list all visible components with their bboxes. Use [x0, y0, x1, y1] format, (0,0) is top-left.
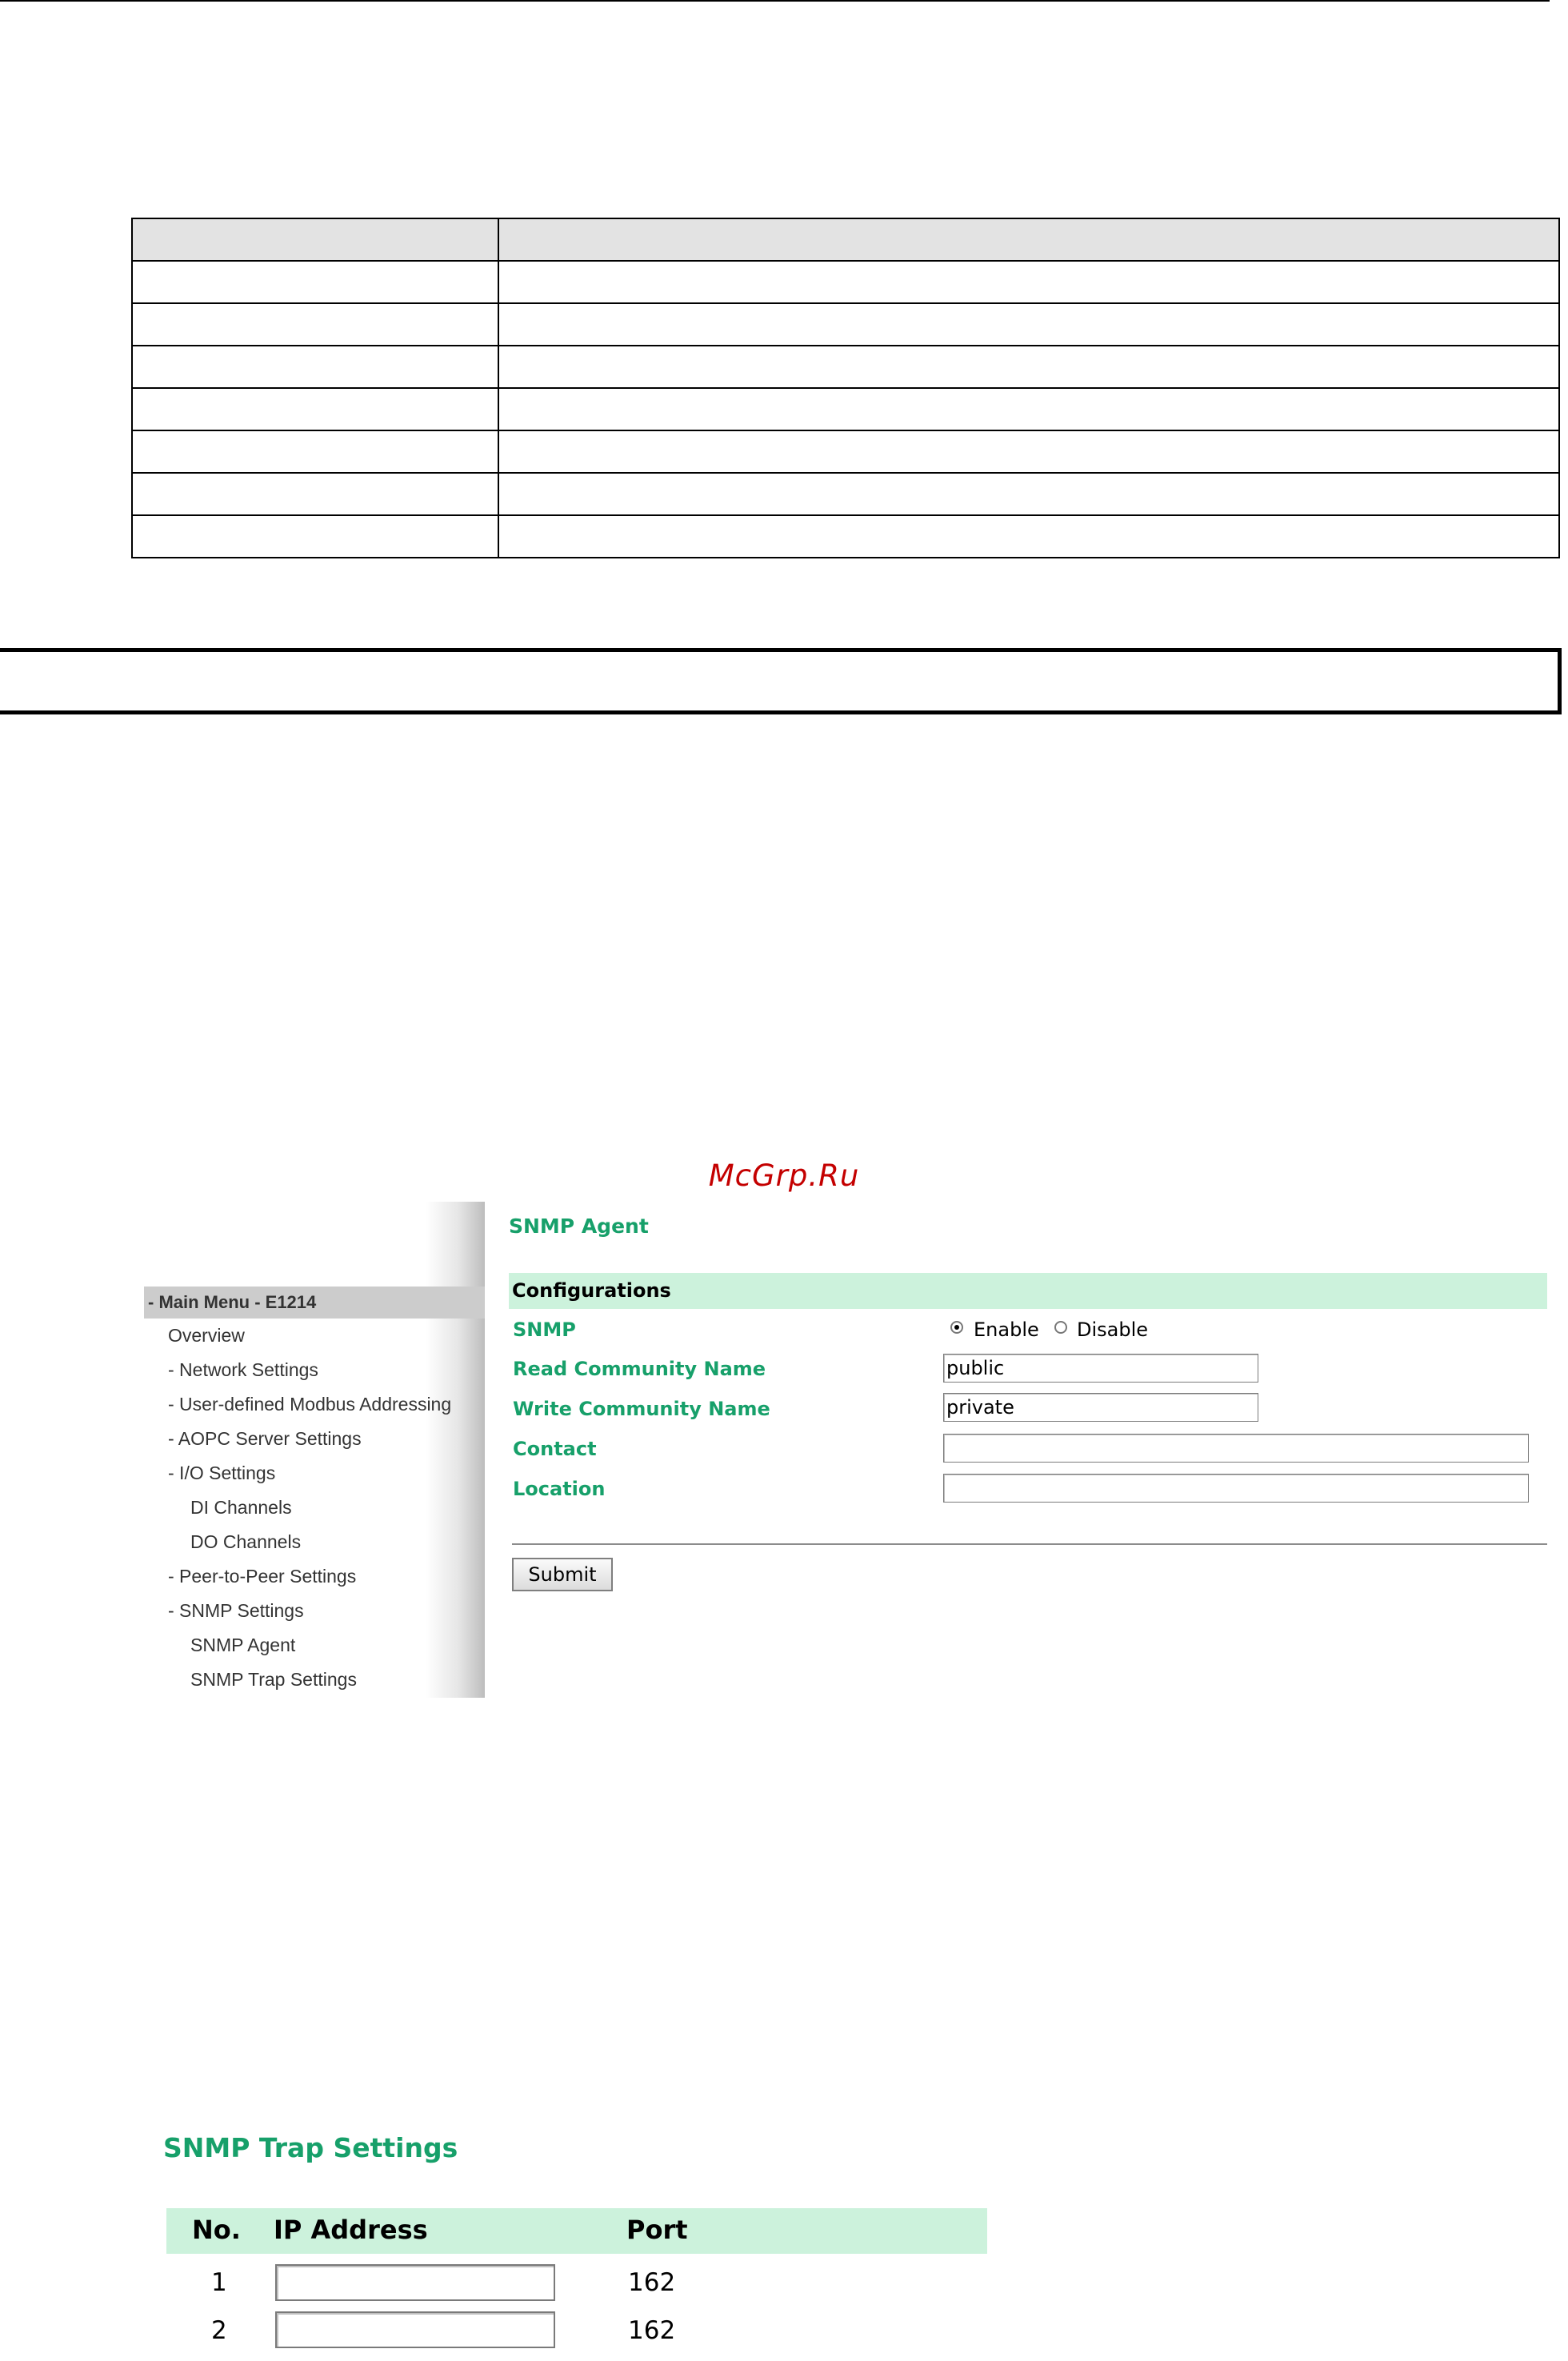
trap-row-no: 1: [211, 2268, 227, 2297]
snmp-enable-radio[interactable]: [950, 1321, 963, 1334]
table-row: [132, 303, 1559, 346]
location-input[interactable]: [943, 1474, 1529, 1503]
trap-settings-title: SNMP Trap Settings: [163, 2132, 458, 2163]
menu-shadow: [426, 1202, 485, 1698]
location-label: Location: [513, 1478, 606, 1500]
trap-ip-input[interactable]: [275, 2311, 555, 2348]
menu-item-do-channels[interactable]: DO Channels: [190, 1531, 302, 1552]
menu-item-di-channels[interactable]: DI Channels: [190, 1497, 292, 1518]
write-community-label: Write Community Name: [513, 1398, 770, 1420]
trap-col-ip: IP Address: [274, 2215, 428, 2245]
menu-item-io-settings[interactable]: - I/O Settings: [168, 1463, 276, 1483]
main-menu-header[interactable]: - Main Menu - E1214: [144, 1287, 485, 1319]
table-row: [132, 473, 1559, 515]
configurations-bar: Configurations: [509, 1273, 1547, 1309]
trap-row-port: 162: [628, 2316, 676, 2345]
table-row: [132, 261, 1559, 303]
trap-ip-input[interactable]: [275, 2264, 555, 2301]
write-community-input[interactable]: private: [943, 1393, 1258, 1422]
trap-col-port: Port: [626, 2215, 688, 2245]
reference-table: [131, 218, 1560, 558]
table-header-row: [132, 218, 1559, 261]
framed-box: [0, 648, 1562, 714]
contact-label: Contact: [513, 1438, 597, 1460]
trap-row-no: 2: [211, 2316, 227, 2345]
snmp-disable-radio[interactable]: [1054, 1321, 1067, 1334]
read-community-label: Read Community Name: [513, 1358, 766, 1380]
top-rule: [0, 0, 1550, 2]
watermark: McGrp.Ru: [708, 1158, 860, 1193]
menu-item-overview[interactable]: Overview: [168, 1325, 245, 1346]
menu-item-modbus-addressing[interactable]: - User-defined Modbus Addressing: [168, 1394, 452, 1415]
snmp-label: SNMP: [513, 1319, 576, 1341]
menu-item-aopc-server[interactable]: - AOPC Server Settings: [168, 1428, 362, 1449]
snmp-enable-label[interactable]: Enable: [974, 1319, 1039, 1341]
menu-item-snmp-trap-settings[interactable]: SNMP Trap Settings: [190, 1669, 357, 1690]
contact-input[interactable]: [943, 1434, 1529, 1463]
snmp-disable-label[interactable]: Disable: [1077, 1319, 1149, 1341]
submit-button[interactable]: Submit: [512, 1558, 613, 1591]
read-community-input[interactable]: public: [943, 1354, 1258, 1383]
table-row: [132, 388, 1559, 430]
table-row: [132, 430, 1559, 473]
divider: [512, 1543, 1547, 1545]
menu-item-network-settings[interactable]: - Network Settings: [168, 1359, 318, 1380]
menu-item-snmp-agent[interactable]: SNMP Agent: [190, 1635, 296, 1655]
table-row: [132, 346, 1559, 388]
trap-row-port: 162: [628, 2268, 676, 2297]
page-title: SNMP Agent: [509, 1215, 649, 1238]
trap-col-no: No.: [192, 2215, 241, 2245]
table-row: [132, 515, 1559, 558]
menu-item-snmp-settings[interactable]: - SNMP Settings: [168, 1600, 304, 1621]
menu-item-peer-to-peer[interactable]: - Peer-to-Peer Settings: [168, 1566, 357, 1587]
